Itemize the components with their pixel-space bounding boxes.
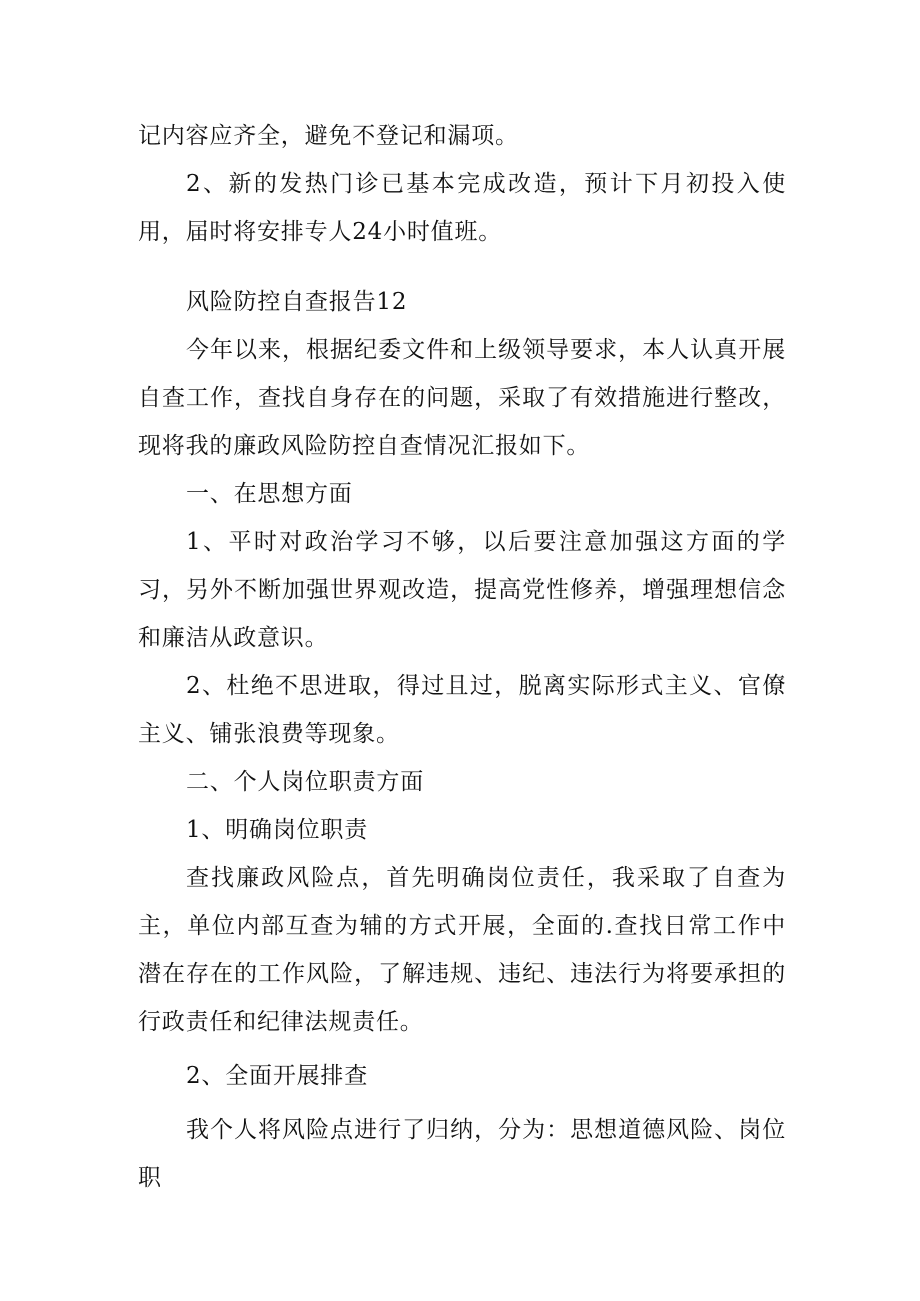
section-heading-duties: 二、个人岗位职责方面: [186, 769, 424, 795]
document-body: [138, 112, 786, 1202]
paragraph-risk-points: 我个人将风险点进行了归纳，分为：思想道德风险、岗位职: [138, 1117, 786, 1191]
subheading-full-check: 2、全面开展排查: [186, 1063, 369, 1089]
report-title: 风险防控自查报告12: [186, 289, 408, 315]
paragraph-continuation: 记内容应齐全，避免不登记和漏项。: [138, 123, 519, 149]
paragraph-clarify-duties: 查找廉政风险点，首先明确岗位责任，我采取了自查为主，单位内部互查为辅的方式开展，全面的.查找日常工作中潜在存在的工作风险，了解违规、违纪、违法行为将要承担的行政责任和纪律法规责任。: [138, 865, 786, 1035]
subheading-clarify-duties: 1、明确岗位职责: [186, 817, 369, 843]
paragraph-fever-clinic: 2、新的发热门诊已基本完成改造，预计下月初投入使用，届时将安排专人24小时值班。: [138, 171, 786, 245]
paragraph-intro: 今年以来，根据纪委文件和上级领导要求，本人认真开展自查工作，查找自身存在的问题，采取了有效措施进行整改，现将我的廉政风险防控自查情况汇报如下。: [138, 337, 786, 459]
paragraph-thought-2: 2、杜绝不思进取，得过且过，脱离实际形式主义、官僚主义、铺张浪费等现象。: [138, 673, 786, 747]
section-heading-thought: 一、在思想方面: [186, 481, 353, 507]
paragraph-thought-1: 1、平时对政治学习不够，以后要注意加强这方面的学习，另外不断加强世界观改造，提高党性修养，增强理想信念和廉洁从政意识。: [138, 529, 786, 651]
